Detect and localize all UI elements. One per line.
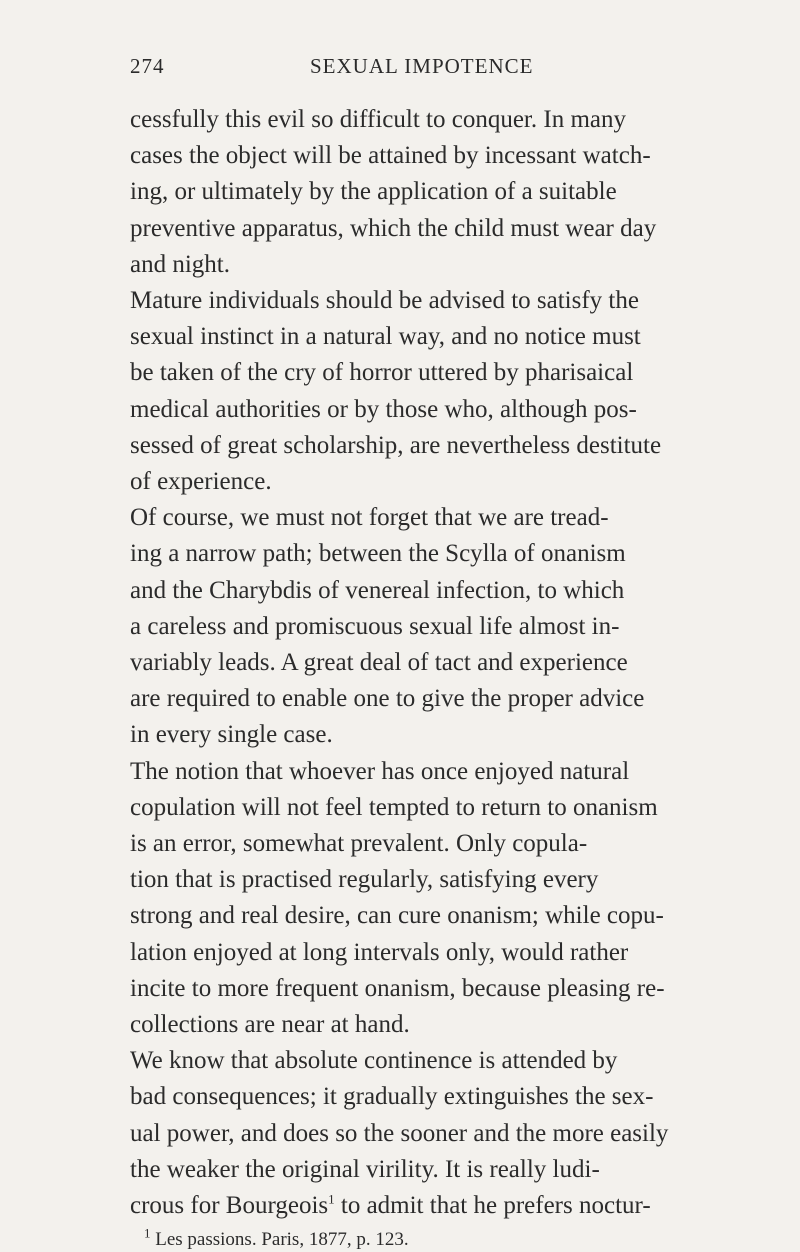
footnote-marker: 1	[144, 1225, 151, 1241]
text-line: and the Charybdis of venereal infection, to which	[130, 576, 625, 604]
text-line: cases the object will be attained by incessant watch-	[130, 142, 651, 170]
text-segment: to admit that he prefers noctur-	[334, 1192, 651, 1220]
text-line: sexual instinct in a natural way, and no notice must	[130, 323, 641, 351]
page-number: 274	[130, 54, 165, 78]
text-line: collections are near at hand.	[130, 1011, 410, 1039]
text-line: be taken of the cry of horror uttered by pharisaical	[130, 359, 634, 387]
text-line: are required to enable one to give the proper advice	[130, 685, 645, 713]
text-line: lation enjoyed at long intervals only, would rather	[130, 938, 629, 966]
text-line: ual power, and does so the sooner and the more easily	[130, 1119, 669, 1147]
footnote-text: Les passions. Paris, 1877, p. 123.	[150, 1229, 409, 1251]
text-line: is an error, somewhat prevalent. Only copula-	[130, 830, 588, 858]
text-line: preventive apparatus, which the child must wear day	[130, 214, 657, 242]
footnote	[130, 1225, 732, 1252]
text-line: a careless and promiscuous sexual life almost in-	[130, 612, 620, 640]
body-text	[130, 102, 732, 1224]
text-line: and night.	[130, 250, 230, 278]
text-line: in every single case.	[130, 721, 333, 749]
text-line: ing, or ultimately by the application of a suitable	[130, 178, 617, 206]
text-line: medical authorities or by those who, although pos-	[130, 395, 637, 423]
text-line: sessed of great scholarship, are nevertheless destitute	[130, 431, 662, 459]
text-line: We know that absolute continence is attended by	[130, 1047, 618, 1075]
text-line: variably leads. A great deal of tact and experience	[130, 649, 628, 677]
text-line: ing a narrow path; between the Scylla of onanism	[130, 540, 626, 568]
text-line: Of course, we must not forget that we are tread-	[130, 504, 609, 532]
text-line: Mature individuals should be advised to satisfy the	[130, 287, 639, 315]
paragraph	[130, 1043, 732, 1224]
running-head	[130, 54, 732, 94]
footnote-reference: 1	[328, 1191, 335, 1207]
text-line: tion that is practised regularly, satisfying every	[130, 866, 599, 894]
text-line: the weaker the original virility. It is really ludi-	[130, 1155, 600, 1183]
text-line	[130, 1188, 732, 1224]
paragraph	[130, 102, 732, 283]
paragraph	[130, 754, 732, 1044]
text-line: strong and real desire, can cure onanism; while copu-	[130, 902, 664, 930]
text-line: The notion that whoever has once enjoyed natural	[130, 757, 630, 785]
text-line: incite to more frequent onanism, because pleasing re-	[130, 974, 665, 1002]
text-line: of experience.	[130, 468, 272, 496]
running-title: SEXUAL IMPOTENCE	[310, 54, 534, 78]
text-segment: crous for Bourgeois	[130, 1192, 329, 1220]
text-line: cessfully this evil so difficult to conquer. In many	[130, 106, 626, 133]
paragraph	[130, 500, 732, 753]
text-line: bad consequences; it gradually extinguishes the sex-	[130, 1083, 654, 1111]
text-line: copulation will not feel tempted to return to onanism	[130, 793, 658, 821]
paragraph	[130, 283, 732, 500]
